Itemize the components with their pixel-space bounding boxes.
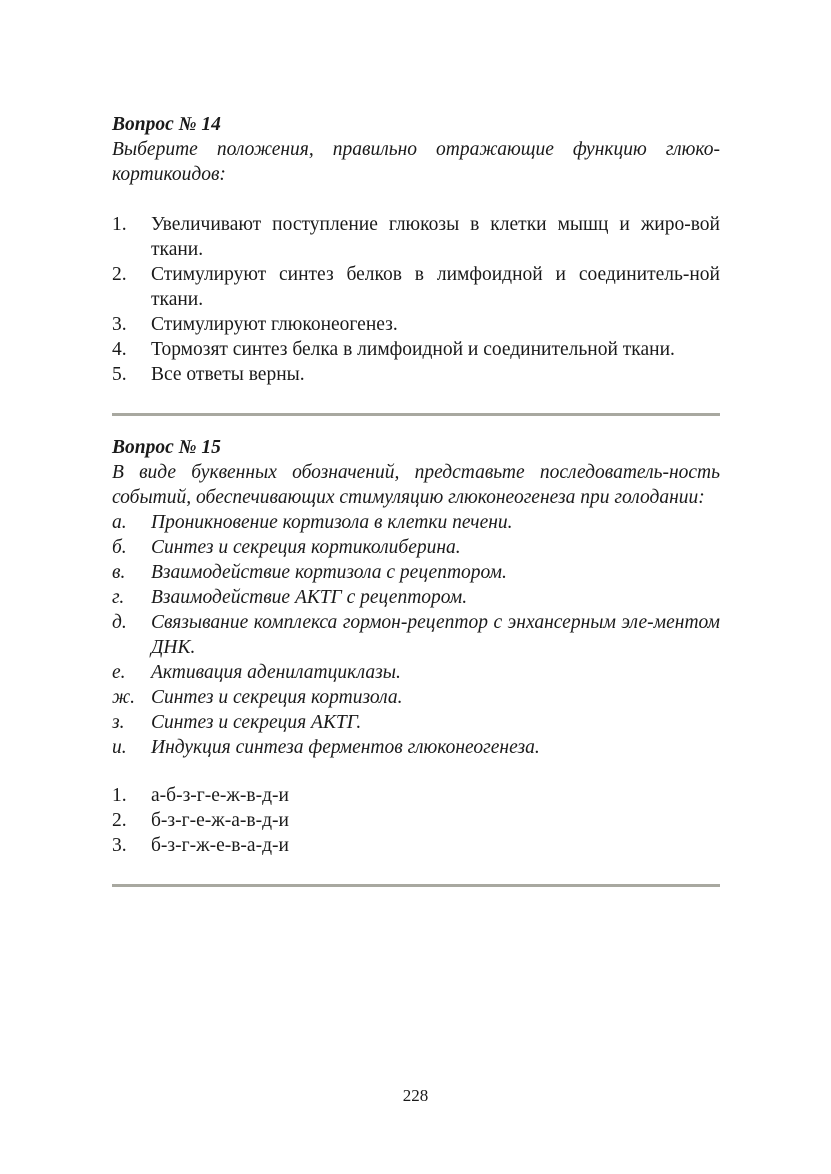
question-prompt: Выберите положения, правильно отражающие функцию глюко-кортикоидов: xyxy=(112,139,720,185)
answer-option-1 xyxy=(112,783,720,808)
question-15 xyxy=(112,435,720,858)
event-item-a xyxy=(112,510,720,535)
answer-option-4 xyxy=(112,337,720,362)
answer-text: Стимулируют синтез белков в лимфоидной и соединитель-ной ткани. xyxy=(151,264,720,310)
event-marker: ж. xyxy=(112,687,136,708)
event-item-zh xyxy=(112,685,720,710)
event-item-d xyxy=(112,610,720,660)
event-text: Взаимодействие кортизола с рецептором. xyxy=(151,562,507,583)
answer-marker: 3. xyxy=(112,314,127,335)
answer-option-1 xyxy=(112,212,720,262)
event-marker: е. xyxy=(112,662,126,683)
spacer xyxy=(112,187,720,212)
question-14 xyxy=(112,112,720,387)
answer-marker: 5. xyxy=(112,364,127,385)
question-prompt: В виде буквенных обозначений, представьте последователь-ность событий, обеспечивающих стимуляцию глюконеогенеза при голодании: xyxy=(112,462,720,508)
event-item-e xyxy=(112,660,720,685)
answer-text: б-з-г-е-ж-а-в-д-и xyxy=(151,810,289,831)
event-text: Связывание комплекса гормон-рецептор с энхансерным эле-ментом ДНК. xyxy=(151,612,720,658)
answer-marker: 4. xyxy=(112,339,127,360)
question-title: Вопрос № 14 xyxy=(112,114,221,135)
answer-marker: 2. xyxy=(112,810,127,831)
spacer xyxy=(112,387,720,413)
event-marker: и. xyxy=(112,737,127,758)
answer-option-2 xyxy=(112,808,720,833)
answer-option-2 xyxy=(112,262,720,312)
event-text: Индукция синтеза ферментов глюконеогенеза. xyxy=(151,737,540,758)
event-marker: в. xyxy=(112,562,126,583)
answer-text: Стимулируют глюконеогенез. xyxy=(151,314,398,335)
answer-marker: 2. xyxy=(112,264,127,285)
event-text: Проникновение кортизола в клетки печени. xyxy=(151,512,513,533)
spacer xyxy=(112,416,720,435)
answer-option-3 xyxy=(112,312,720,337)
event-text: Активация аденилатциклазы. xyxy=(151,662,401,683)
answer-list xyxy=(112,212,720,387)
event-text: Синтез и секреция кортиколиберина. xyxy=(151,537,461,558)
event-text: Синтез и секреция АКТГ. xyxy=(151,712,362,733)
answer-option-3 xyxy=(112,833,720,858)
event-marker: д. xyxy=(112,612,127,633)
event-item-v xyxy=(112,560,720,585)
answer-marker: 1. xyxy=(112,214,127,235)
event-marker: з. xyxy=(112,712,125,733)
answer-text: Все ответы верны. xyxy=(151,364,305,385)
event-item-i xyxy=(112,735,720,760)
event-item-z xyxy=(112,710,720,735)
answer-marker: 1. xyxy=(112,785,127,806)
spacer xyxy=(112,760,720,783)
event-item-b xyxy=(112,535,720,560)
answer-list xyxy=(112,783,720,858)
answer-text: Тормозят синтез белка в лимфоидной и соединительной ткани. xyxy=(151,339,675,360)
answer-marker: 3. xyxy=(112,835,127,856)
page-number: 228 xyxy=(402,1086,429,1105)
question-title: Вопрос № 15 xyxy=(112,437,221,458)
answer-option-5 xyxy=(112,362,720,387)
page-content xyxy=(112,112,720,887)
section-divider xyxy=(112,884,720,887)
answer-text: Увеличивают поступление глюкозы в клетки мышц и жиро-вой ткани. xyxy=(151,214,720,260)
event-marker: г. xyxy=(112,587,125,608)
answer-text: б-з-г-ж-е-в-а-д-и xyxy=(151,835,289,856)
answer-text: а-б-з-г-е-ж-в-д-и xyxy=(151,785,289,806)
event-text: Синтез и секреция кортизола. xyxy=(151,687,403,708)
event-marker: а. xyxy=(112,512,127,533)
spacer xyxy=(112,858,720,884)
event-marker: б. xyxy=(112,537,127,558)
event-item-g xyxy=(112,585,720,610)
event-text: Взаимодействие АКТГ с рецептором. xyxy=(151,587,468,608)
event-list xyxy=(112,510,720,760)
